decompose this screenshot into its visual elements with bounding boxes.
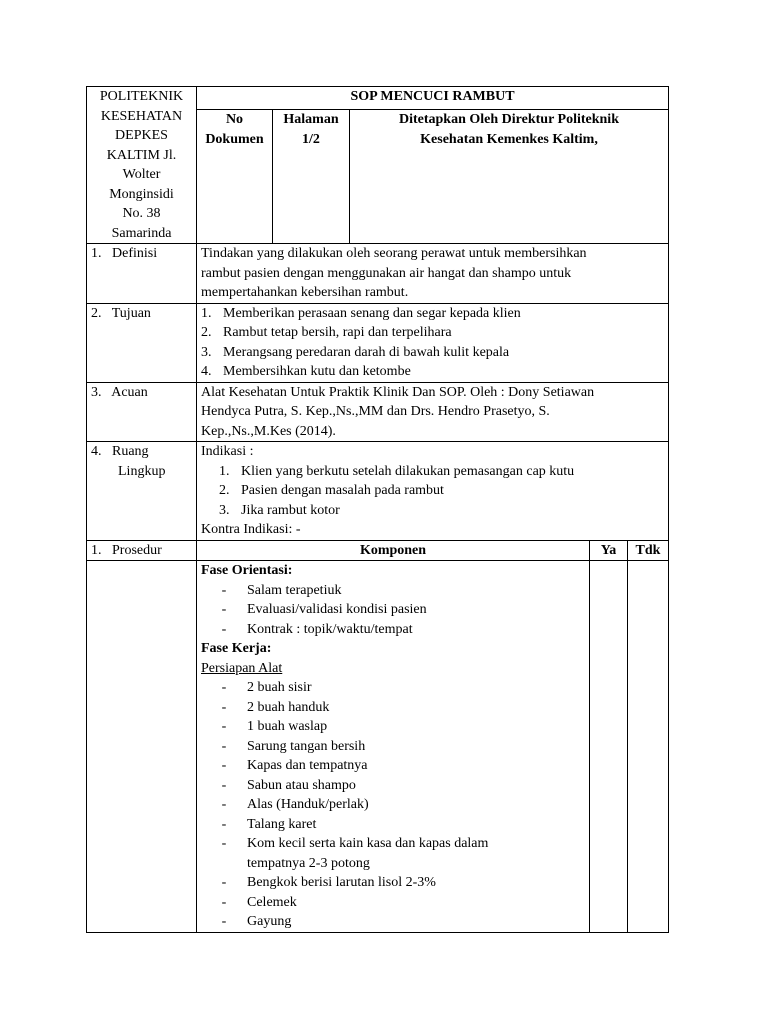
institution-line: Samarinda [111,225,172,241]
dash-bullet: - [221,621,227,637]
institution-line: DEPKES [115,128,168,143]
list-item [201,776,585,796]
item-number: 2. [219,483,230,498]
item-text: Klien yang berkutu setelah dilakukan pemasangan cap kutu [241,463,575,479]
institution-line: Monginsidi [109,186,174,202]
list-item [201,323,664,343]
sop-table [86,86,669,933]
item-text: Evaluasi/validasi kondisi pasien [247,602,427,617]
no-dokumen-cell [197,110,273,244]
institution-line: No. 38 [122,206,161,221]
prosedur-body-row [87,561,669,933]
acuan-row [87,382,669,442]
dash-bullet: - [221,699,227,715]
ruang-lingkup-content [197,442,669,541]
fase-kerja-title: Fase Kerja: [201,641,272,656]
prosedur-label: 1. Prosedur [87,540,197,561]
definisi-row [87,244,669,304]
prosedur-content [197,561,590,933]
acuan-line: Hendyca Putra, S. Kep.,Ns.,MM dan Drs. Hendro Prasetyo, S. [201,404,550,419]
list-item [201,756,585,776]
institution-line: KALTIM Jl. [106,147,177,163]
institution-line: POLITEKNIK [99,89,184,104]
dash-bullet: - [221,836,227,851]
halaman-line: Halaman [283,112,339,127]
item-text: Membersihkan kutu dan ketombe [223,364,411,379]
list-item [201,581,585,601]
item-number: 3. [219,502,230,518]
tujuan-row [87,303,669,382]
dash-bullet: - [221,758,227,773]
list-item [201,815,585,835]
dash-bullet: - [221,894,227,910]
item-text: Kapas dan tempatnya [247,758,368,773]
item-text: Celemek [247,894,297,910]
ditetapkan-line: Ditetapkan Oleh Direktur Politeknik [398,112,619,127]
dash-bullet: - [221,602,227,617]
acuan-label: 3. Acuan [87,382,197,442]
halaman-cell [273,110,350,244]
list-item [201,698,585,718]
dash-bullet: - [221,914,227,929]
dash-bullet: - [221,875,227,890]
list-item [201,501,664,521]
list-item [201,873,585,893]
list-item [201,362,664,382]
item-text: Sabun atau shampo [247,777,356,793]
item-text: Gayung [247,914,292,929]
definisi-line: mempertahankan kebersihan rambut. [201,285,409,300]
item-text: Sarung tangan bersih [247,738,366,754]
ditetapkan-cell [350,110,669,244]
no-dokumen-line: No [225,112,244,127]
item-text: Salam terapetiuk [247,582,342,598]
tdk-header: Tdk [628,540,669,561]
ya-check-cell[interactable] [590,561,628,933]
list-item [201,912,585,932]
dash-bullet: - [221,680,227,695]
dash-bullet: - [221,816,227,832]
item-text: Rambut tetap bersih, rapi dan terpelihara [223,325,452,340]
list-item [201,600,585,620]
institution-cell [87,87,197,244]
item-number: 3. [201,344,212,360]
dash-bullet: - [221,777,227,793]
prosedur-header-row [87,540,669,561]
definisi-label: 1. Definisi [87,244,197,304]
persiapan-alat-title: Persiapan Alat [201,660,283,676]
item-text: Pasien dengan masalah pada rambut [241,483,444,498]
ruang-lingkup-label [87,442,197,541]
dash-bullet: - [221,738,227,754]
tdk-check-cell[interactable] [628,561,669,933]
item-text: Bengkok berisi larutan lisol 2-3% [247,875,436,890]
list-item [201,834,585,854]
komponen-header: Komponen [197,540,590,561]
ruang-lingkup-row [87,442,669,541]
item-number: 4. [201,364,212,379]
item-number: 1. [219,463,230,479]
item-text: Jika rambut kotor [241,502,340,518]
definisi-line: rambut pasien dengan menggunakan air hangat dan shampo untuk [201,265,572,281]
item-text: Alas (Handuk/perlak) [247,797,369,812]
list-item [201,620,585,640]
dash-bullet: - [221,719,227,734]
fase-orientasi-title: Fase Orientasi: [201,563,293,578]
item-text: 2 buah handuk [247,699,330,715]
list-item [201,462,664,482]
item-number: 2. [201,325,212,340]
indikasi-title: Indikasi : [201,444,254,459]
document-title: SOP MENCUCI RAMBUT [197,87,669,110]
item-text: 2 buah sisir [247,680,312,695]
list-item [201,737,585,757]
list-item [201,481,664,501]
ya-header: Ya [590,540,628,561]
list-item [201,717,585,737]
dash-bullet: - [221,797,227,812]
tujuan-label: 2. Tujuan [87,303,197,382]
list-item [201,343,664,363]
ruang-lingkup-label-line: 4. Ruang [91,444,149,459]
ruang-lingkup-label-line: Lingkup [118,463,166,479]
no-dokumen-line: Dokumen [205,131,264,147]
acuan-line: Alat Kesehatan Untuk Praktik Klinik Dan SOP. Oleh : Dony Setiawan [201,384,595,400]
header-row [87,87,669,110]
item-text: Memberikan perasaan senang dan segar kepada klien [223,305,521,321]
item-text: Kontrak : topik/waktu/tempat [247,621,413,637]
acuan-line: Kep.,Ns.,M.Kes (2014). [201,423,336,439]
dash-bullet: - [221,582,227,598]
item-text: Merangsang peredaran darah di bawah kulit kepala [223,344,510,360]
definisi-line: Tindakan yang dilakukan oleh seorang perawat untuk membersihkan [201,246,587,261]
item-number: 1. [201,305,212,321]
list-item [201,795,585,815]
ditetapkan-line: Kesehatan Kemenkes Kaltim, [420,131,598,147]
list-item [201,893,585,913]
halaman-line: 1/2 [302,131,320,147]
item-text: 1 buah waslap [247,719,328,734]
item-text: Talang karet [247,816,317,832]
institution-line: KESEHATAN [100,108,183,124]
item-text: Kom kecil serta kain kasa dan kapas dalam [247,836,489,851]
list-item [201,304,664,324]
tujuan-content [197,303,669,382]
acuan-content [197,382,669,442]
definisi-content [197,244,669,304]
kontra-indikasi: Kontra Indikasi: - [201,522,301,537]
institution-line: Wolter [122,167,161,182]
item-continuation: tempatnya 2-3 potong [247,855,370,871]
prosedur-empty-label [87,561,197,933]
list-item [201,678,585,698]
